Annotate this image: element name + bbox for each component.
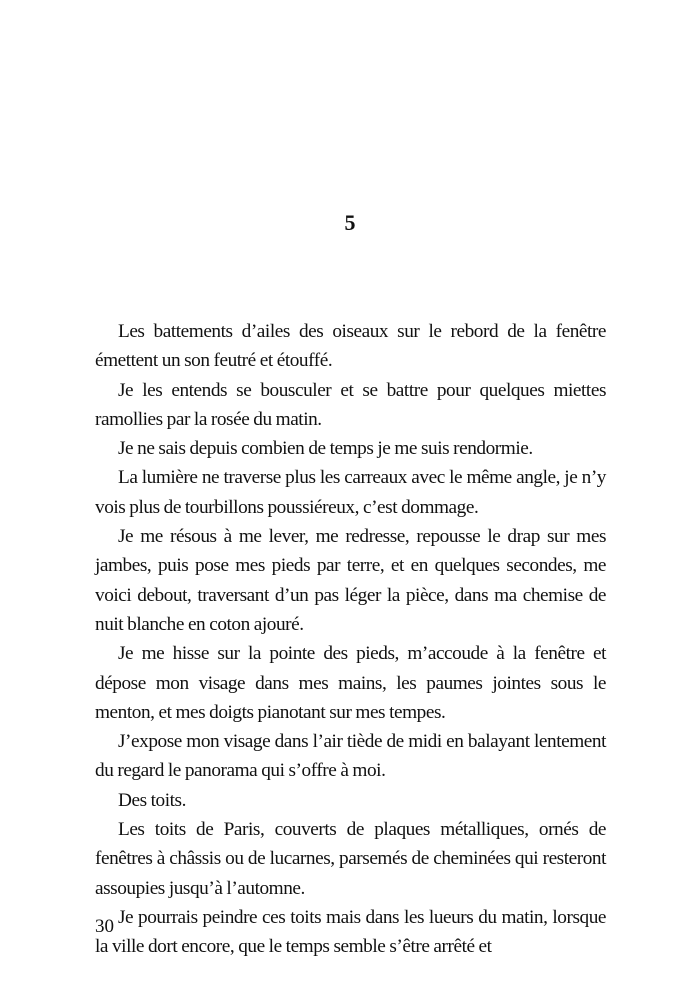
paragraph: Je les entends se bousculer et se battre pour quelques miettes ramollies par la rosée du matin. (95, 379, 606, 430)
paragraph: J’expose mon visage dans l’air tiède de midi en balayant lentement du regard le panorama qui s’offre à moi. (95, 731, 606, 782)
paragraph: Je ne sais depuis combien de temps je me suis rendormie. (118, 438, 533, 460)
paragraph: Les toits de Paris, couverts de plaques métalliques, ornés de fenêtres à châssis ou de lucarnes, parsemés de cheminées qui resteront assoupies jusqu’à l’automne. (95, 819, 606, 899)
chapter-body-text (95, 317, 606, 962)
page-number: 30 (95, 916, 114, 937)
paragraph: Les battements d’ailes des oiseaux sur le rebord de la fenêtre émettent un son feutré et étouffé. (95, 321, 606, 372)
chapter-number: 5 (344, 210, 356, 235)
paragraph: La lumière ne traverse plus les carreaux avec le même angle, je n’y vois plus de tourbillons poussiéreux, c’est dommage. (95, 467, 606, 518)
paragraph: Je me résous à me lever, me redresse, repousse le drap sur mes jambes, puis pose mes pieds par terre, et en quelques secondes, me voici debout, traversant d’un pas léger la pièce, dans ma chemise de nuit blanche en coton ajouré. (95, 526, 606, 635)
paragraph: Je me hisse sur la pointe des pieds, m’accoude à la fenêtre et dépose mon visage dans mes mains, les paumes jointes sous le menton, et mes doigts pianotant sur mes tempes. (95, 643, 606, 723)
paragraph: Je pourrais peindre ces toits mais dans les lueurs du matin, lorsque la ville dort encore, que le temps semble s’être arrêté et (95, 906, 606, 958)
paragraph: Des toits. (118, 789, 186, 811)
